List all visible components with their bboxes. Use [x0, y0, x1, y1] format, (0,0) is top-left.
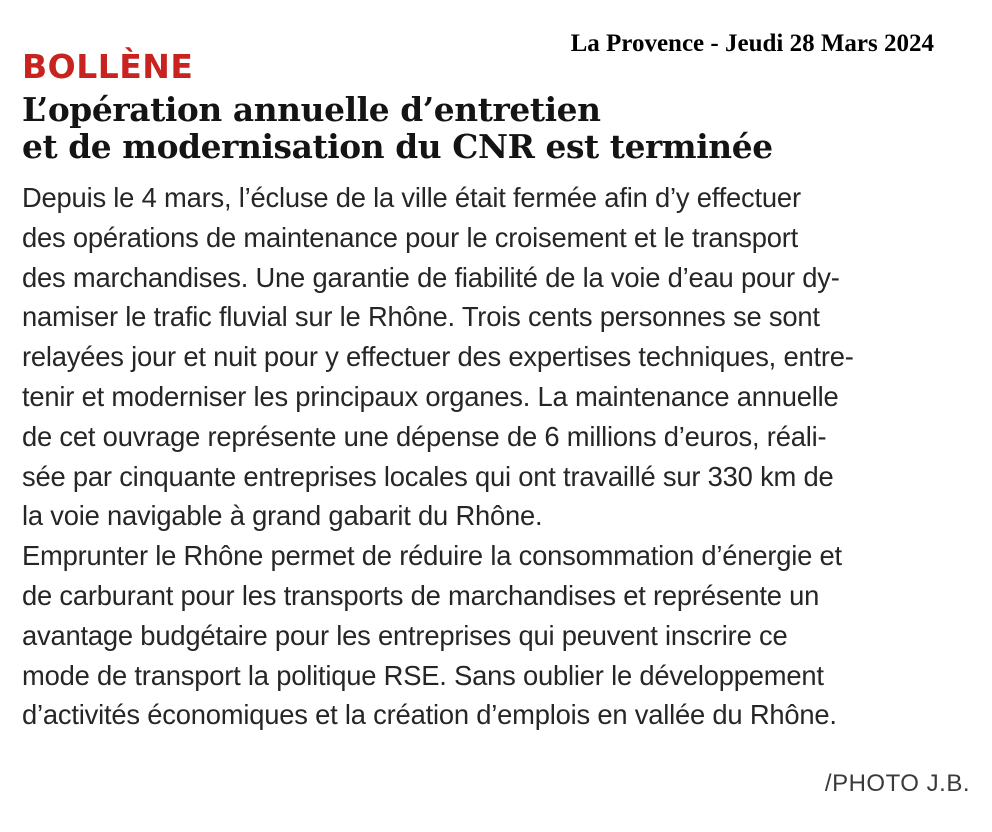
body-line: la voie navigable à grand gabarit du Rhône. [22, 500, 543, 532]
body-line: Depuis le 4 mars, l’écluse de la ville était fermée afin d’y effectuer [22, 182, 801, 213]
body-line: sée par cinquante entreprises locales qui ont travaillé sur 330 km de [22, 460, 834, 492]
headline-line: L’opération annuelle d’entretien [22, 90, 601, 129]
photo-credit: /PHOTO J.B. [824, 770, 970, 797]
body-line: de cet ouvrage représente une dépense de 6 millions d’euros, réali- [22, 420, 827, 452]
body-line: namiser le trafic fluvial sur le Rhône. Trois cents personnes se sont [22, 301, 820, 333]
headline-line: et de modernisation du CNR est terminée [22, 127, 773, 166]
body-line: relayées jour et nuit pour y effectuer des expertises techniques, entre- [22, 341, 854, 373]
body-line: tenir et moderniser les principaux organes. La maintenance annuelle [22, 380, 839, 412]
article-headline [22, 91, 982, 165]
body-line: de carburant pour les transports de marchandises et représente un [22, 579, 820, 611]
body-line: avantage budgétaire pour les entreprises qui peuvent inscrire ce [22, 619, 788, 651]
body-line: Emprunter le Rhône permet de réduire la consommation d’énergie et [22, 540, 842, 572]
body-line: d’activités économiques et la création d’emplois en vallée du Rhône. [22, 699, 837, 731]
body-line: mode de transport la politique RSE. Sans oublier le développement [22, 659, 824, 691]
article-body [22, 178, 982, 735]
publication-date: La Provence - Jeudi 28 Mars 2024 [570, 30, 934, 57]
body-line: des opérations de maintenance pour le croisement et le transport [22, 221, 799, 253]
body-line: des marchandises. Une garantie de fiabilité de la voie d’eau pour dy- [22, 261, 840, 293]
article-kicker: BOLLÈNE [22, 47, 194, 86]
